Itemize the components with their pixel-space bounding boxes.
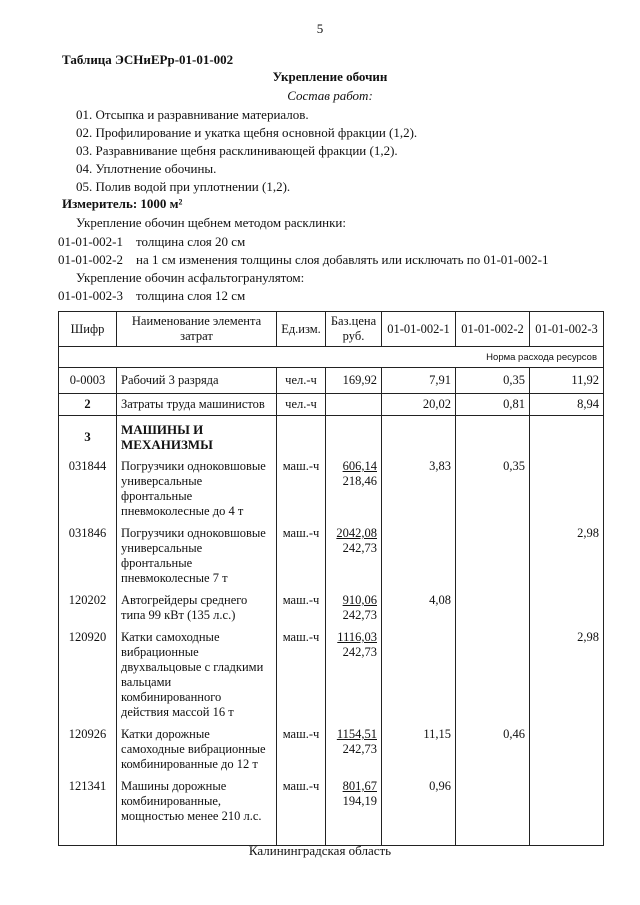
measure-unit: Измеритель: 1000 м² xyxy=(62,196,183,211)
cell-unit: чел.-ч xyxy=(277,368,326,394)
page-number: 5 xyxy=(316,21,324,36)
price-top: 1116,03 xyxy=(337,630,377,644)
cell-v2 xyxy=(456,521,530,588)
cell-v2: 0,46 xyxy=(456,722,530,774)
cell-code: 031844 xyxy=(59,454,117,521)
work-item: 02. Профилирование и укатка щебня основной фракции (1,2). xyxy=(76,125,418,140)
price-top: 606,14 xyxy=(342,459,377,473)
cell-name: Катки дорожные самоходные вибрационные комбинированные до 12 т xyxy=(117,722,277,774)
cell-price xyxy=(326,625,382,722)
cell-name: Рабочий 3 разряда xyxy=(117,368,277,394)
header-col2: 01-01-002-2 xyxy=(456,312,530,347)
cell-price xyxy=(326,588,382,625)
code-text: на 1 см изменения толщины слоя добавлять или исключать по 01-01-002-1 xyxy=(136,252,549,267)
method-description: Укрепление обочин щебнем методом расклинки: xyxy=(76,215,346,230)
cell-unit: чел.-ч xyxy=(277,394,326,416)
cell-v3 xyxy=(530,774,604,846)
cell-code: 120926 xyxy=(59,722,117,774)
table-row xyxy=(59,774,604,846)
price-bottom: 194,19 xyxy=(342,794,377,808)
composition-title: Состав работ: xyxy=(287,88,373,103)
cell-v3 xyxy=(530,588,604,625)
table-row xyxy=(59,394,604,416)
table-row xyxy=(59,454,604,521)
table-row xyxy=(59,368,604,394)
cell-unit: маш.-ч xyxy=(277,722,326,774)
cell-v2 xyxy=(456,774,530,846)
cell-v2: 0,35 xyxy=(456,368,530,394)
cell-v1: 3,83 xyxy=(382,454,456,521)
section-row xyxy=(59,416,604,455)
table-row xyxy=(59,521,604,588)
cell-unit: маш.-ч xyxy=(277,625,326,722)
cell-name: Погрузчики одноковшовые универсальные фронтальные пневмоколесные до 4 т xyxy=(117,454,277,521)
cell-code: 120202 xyxy=(59,588,117,625)
price-top: 910,06 xyxy=(342,593,377,607)
price-bottom: 218,46 xyxy=(342,474,377,488)
cell-v2: 0,35 xyxy=(456,454,530,521)
code-line xyxy=(58,234,245,250)
table-row xyxy=(59,588,604,625)
code-line xyxy=(58,288,245,304)
header-price: Баз.цена руб. xyxy=(326,312,382,347)
cell-code: 0-0003 xyxy=(59,368,117,394)
cell-price xyxy=(326,454,382,521)
cell-v2: 0,81 xyxy=(456,394,530,416)
table-row xyxy=(59,625,604,722)
table-header-row xyxy=(59,312,604,347)
cell-v1: 4,08 xyxy=(382,588,456,625)
norma-label: Норма расхода ресурсов xyxy=(59,347,604,368)
cell-code: 2 xyxy=(59,394,117,416)
work-item: 04. Уплотнение обочины. xyxy=(76,161,217,176)
cell-name: Катки самоходные вибрационные двухвальцовые с гладкими вальцами комбинированного действия массой 16 т xyxy=(117,625,277,722)
cell-v1: 0,96 xyxy=(382,774,456,846)
cell-code: 3 xyxy=(59,416,117,455)
header-col3: 01-01-002-3 xyxy=(530,312,604,347)
resource-table xyxy=(58,311,604,846)
cell-v1 xyxy=(382,521,456,588)
machine-rows xyxy=(59,454,604,846)
norma-row xyxy=(59,347,604,368)
cell-v3: 2,98 xyxy=(530,625,604,722)
header-shifr: Шифр xyxy=(59,312,117,347)
work-item: 03. Разравнивание щебня расклинивающей фракции (1,2). xyxy=(76,143,398,158)
code-number: 01-01-002-3 xyxy=(58,288,123,303)
cell-unit: маш.-ч xyxy=(277,774,326,846)
cell-v3: 2,98 xyxy=(530,521,604,588)
cell-name: Погрузчики одноковшовые универсальные фронтальные пневмоколесные 7 т xyxy=(117,521,277,588)
cell-v3 xyxy=(530,454,604,521)
method-description: Укрепление обочин асфальтогранулятом: xyxy=(76,270,305,285)
cell-unit: маш.-ч xyxy=(277,454,326,521)
cell-price xyxy=(326,774,382,846)
cell-price xyxy=(326,394,382,416)
work-item: 01. Отсыпка и разравнивание материалов. xyxy=(76,107,309,122)
cell-v2 xyxy=(456,625,530,722)
section-heading: Укрепление обочин xyxy=(272,69,388,84)
table-title: Таблица ЭСНиЕРр-01-01-002 xyxy=(62,52,234,67)
code-number: 01-01-002-2 xyxy=(58,252,123,267)
work-item: 05. Полив водой при уплотнении (1,2). xyxy=(76,179,291,194)
header-col1: 01-01-002-1 xyxy=(382,312,456,347)
section-name: МАШИНЫ И МЕХАНИЗМЫ xyxy=(117,416,277,455)
cell-v3 xyxy=(530,722,604,774)
code-line xyxy=(58,252,548,268)
cell-v3: 11,92 xyxy=(530,368,604,394)
table-row xyxy=(59,722,604,774)
price-bottom: 242,73 xyxy=(342,541,377,555)
price-bottom: 242,73 xyxy=(342,742,377,756)
cell-price: 169,92 xyxy=(326,368,382,394)
cell-price xyxy=(326,521,382,588)
price-top: 1154,51 xyxy=(336,727,377,741)
price-bottom: 242,73 xyxy=(342,608,377,622)
cell-code: 120920 xyxy=(59,625,117,722)
header-name: Наименование элемента затрат xyxy=(117,312,277,347)
cell-unit: маш.-ч xyxy=(277,588,326,625)
price-top: 2042,08 xyxy=(336,526,377,540)
code-text: толщина слоя 20 см xyxy=(136,234,246,249)
cell-v1: 20,02 xyxy=(382,394,456,416)
cell-code: 121341 xyxy=(59,774,117,846)
cell-v2 xyxy=(456,588,530,625)
cell-unit: маш.-ч xyxy=(277,521,326,588)
cell-v1 xyxy=(382,625,456,722)
header-unit: Ед.изм. xyxy=(277,312,326,347)
price-bottom: 242,73 xyxy=(342,645,377,659)
page-footer: Калининградская область xyxy=(248,843,392,858)
cell-name: Машины дорожные комбинированные, мощностью менее 210 л.с. xyxy=(117,774,277,846)
cell-v3: 8,94 xyxy=(530,394,604,416)
cell-v1: 7,91 xyxy=(382,368,456,394)
code-number: 01-01-002-1 xyxy=(58,234,123,249)
cell-name: Автогрейдеры среднего типа 99 кВт (135 л.с.) xyxy=(117,588,277,625)
cell-code: 031846 xyxy=(59,521,117,588)
cell-price xyxy=(326,722,382,774)
cell-name: Затраты труда машинистов xyxy=(117,394,277,416)
price-top: 801,67 xyxy=(342,779,377,793)
code-text: толщина слоя 12 см xyxy=(136,288,246,303)
cell-v1: 11,15 xyxy=(382,722,456,774)
